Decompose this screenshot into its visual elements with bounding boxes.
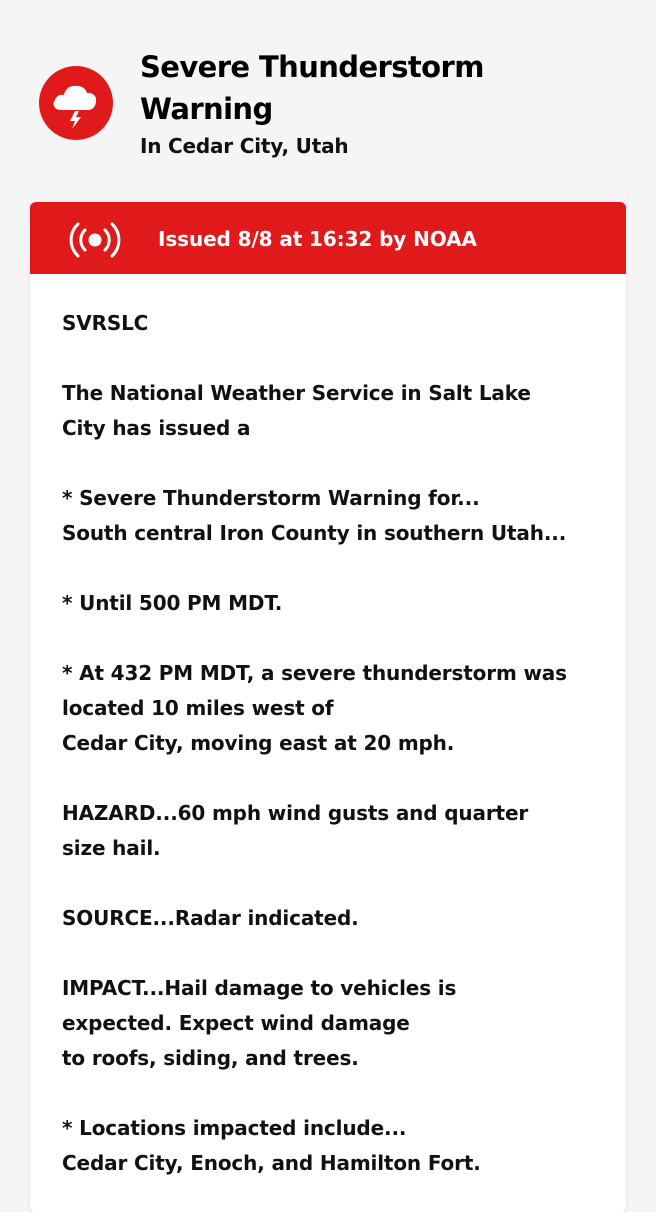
bulletin-line: City has issued a (62, 416, 251, 440)
bulletin-paragraph (62, 796, 610, 866)
bulletin-line: expected. Expect wind damage (62, 1011, 410, 1035)
bulletin-line: to roofs, siding, and trees. (62, 1046, 359, 1070)
bulletin-line: SOURCE...Radar indicated. (62, 906, 359, 930)
bulletin-line: SVRSLC (62, 311, 149, 335)
bulletin-line: Cedar City, Enoch, and Hamilton Fort. (62, 1151, 481, 1175)
bulletin-paragraph (62, 1111, 610, 1181)
location-subtitle: In Cedar City, Utah (140, 134, 349, 158)
bulletin-paragraph (62, 306, 610, 341)
bulletin-text (62, 306, 610, 1212)
alert-header (0, 0, 656, 200)
thunderstorm-cloud-icon (39, 66, 113, 140)
bulletin-line: size hail. (62, 836, 161, 860)
bulletin-line: IMPACT...Hail damage to vehicles is (62, 976, 457, 1000)
bulletin-paragraph (62, 656, 610, 761)
bulletin-line: HAZARD...60 mph wind gusts and quarter (62, 801, 529, 825)
bulletin-paragraph (62, 971, 610, 1076)
bulletin-line: Cedar City, moving east at 20 mph. (62, 731, 455, 755)
bulletin-paragraph (62, 481, 610, 551)
broadcast-icon (66, 220, 124, 260)
bulletin-line: * Locations impacted include... (62, 1116, 407, 1140)
page-title: Severe Thunderstorm Warning (140, 50, 484, 126)
warning-card (30, 202, 626, 1212)
bulletin-paragraph (62, 376, 610, 446)
bulletin-paragraph (62, 901, 610, 936)
bulletin-line: * Severe Thunderstorm Warning for... (62, 486, 480, 510)
bulletin-line: * Until 500 PM MDT. (62, 591, 283, 615)
bulletin-line: South central Iron County in southern Utah... (62, 521, 567, 545)
bulletin-line: located 10 miles west of (62, 696, 334, 720)
issued-text: Issued 8/8 at 16:32 by NOAA (158, 227, 477, 251)
bulletin-paragraph (62, 586, 610, 621)
bulletin-line: * At 432 PM MDT, a severe thunderstorm was (62, 661, 567, 685)
issued-banner (30, 202, 626, 274)
bulletin-line: The National Weather Service in Salt Lake (62, 381, 531, 405)
